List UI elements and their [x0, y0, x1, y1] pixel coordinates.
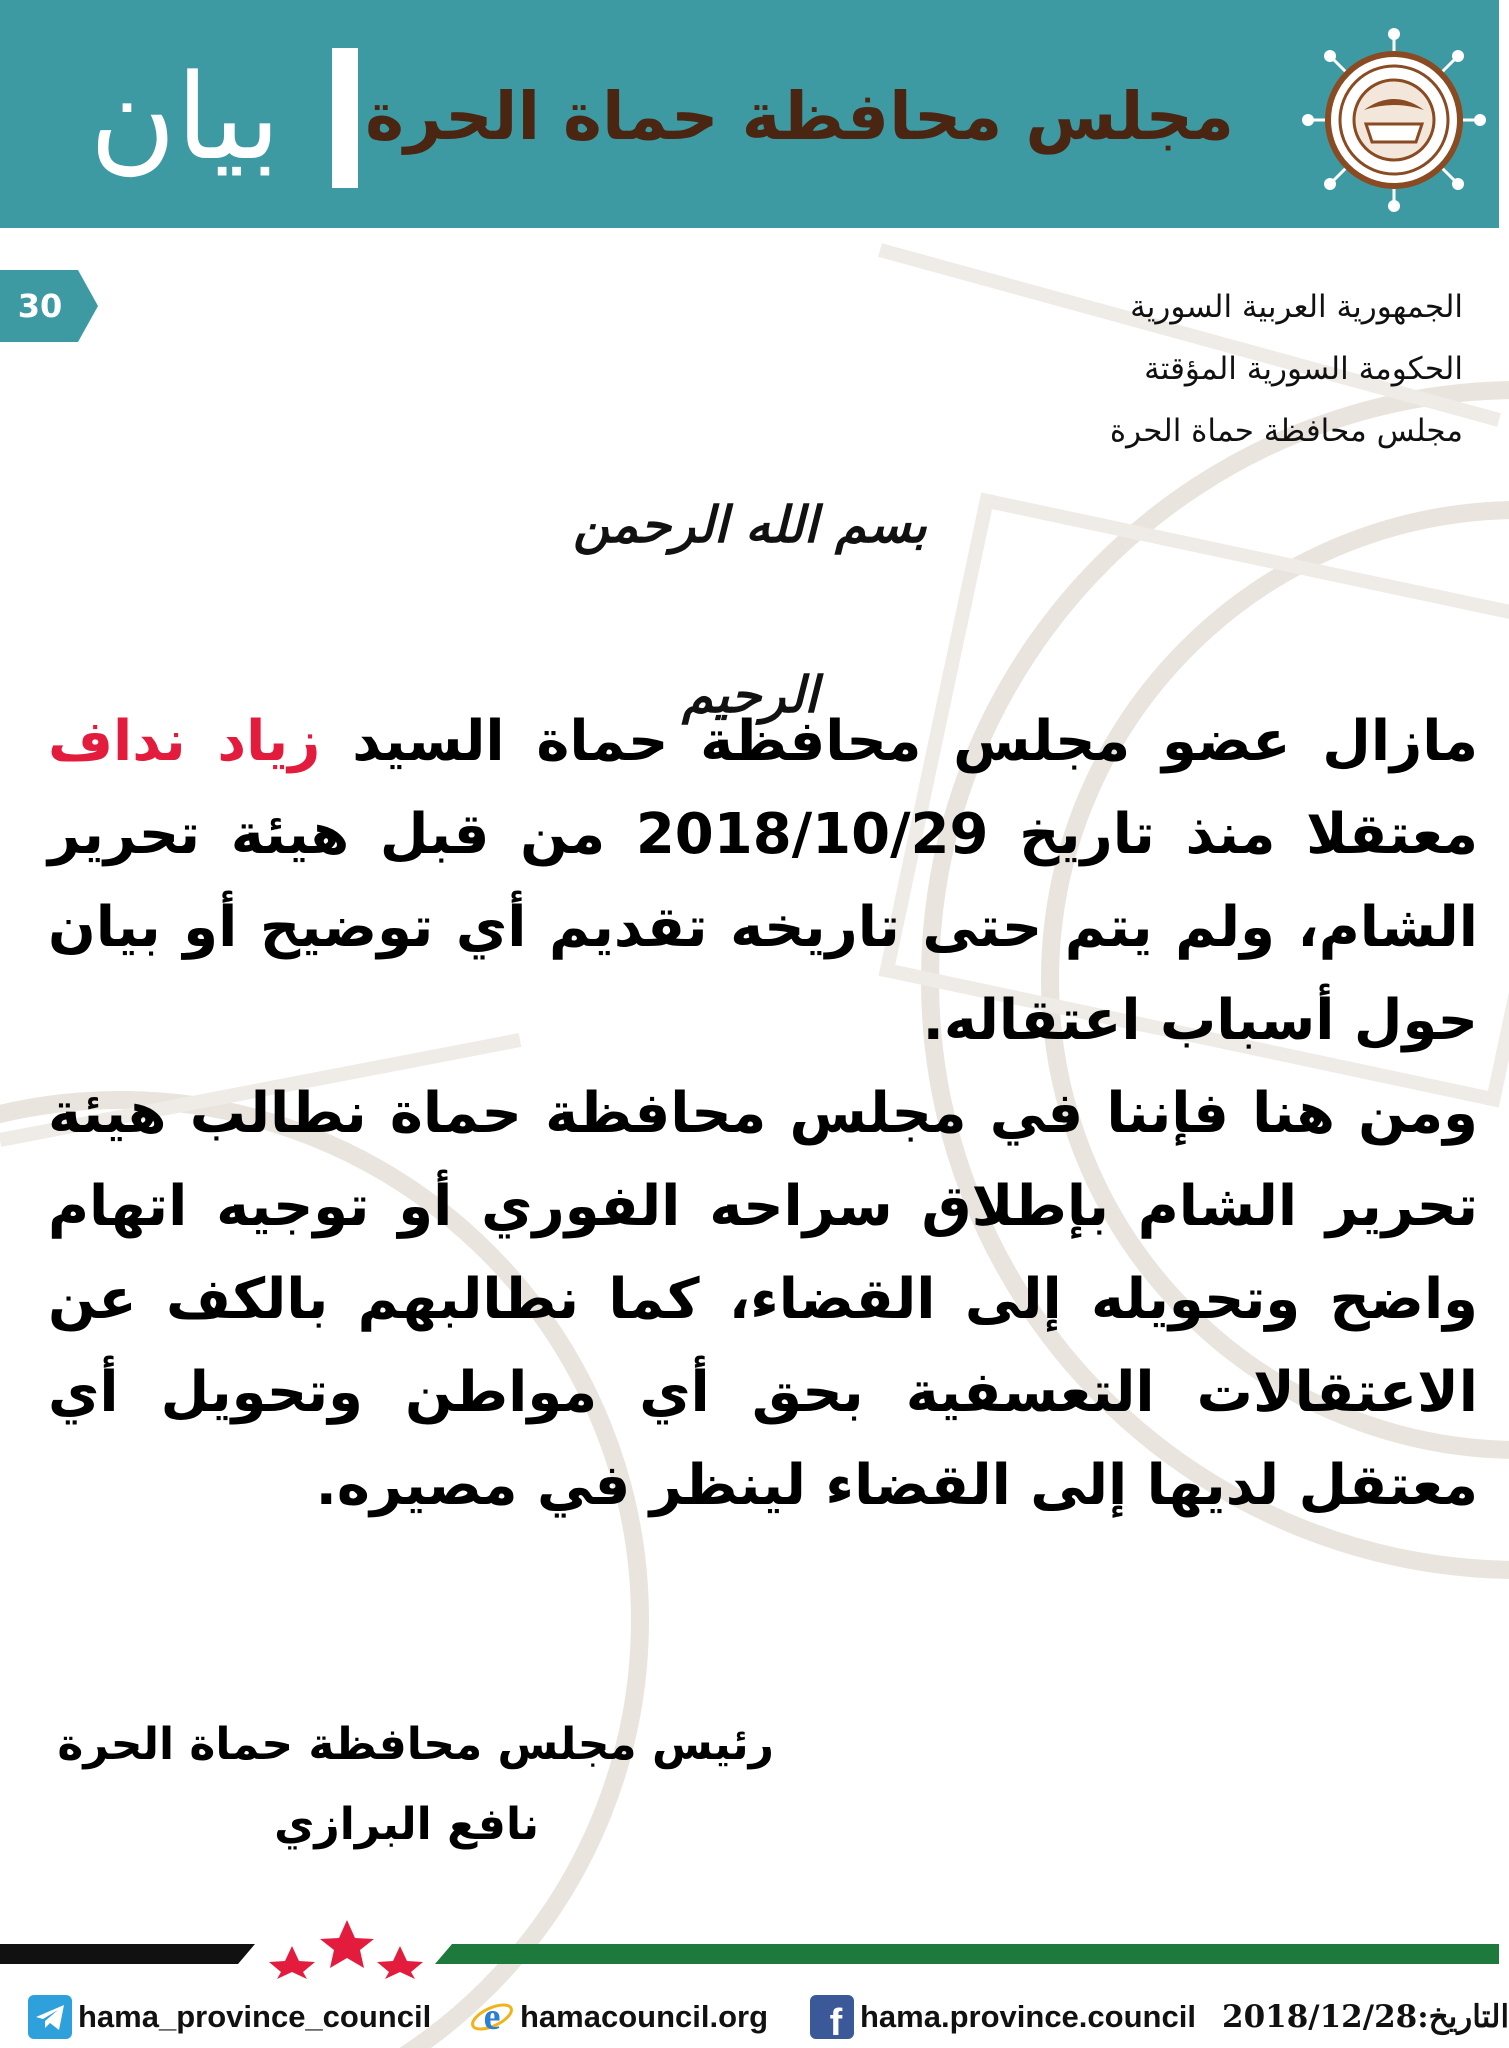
wheat-wheel-logo-icon: [1302, 28, 1486, 212]
flag-green-bar: [435, 1944, 1499, 1964]
signatory-title: رئيس مجلس محافظة حماة الحرة: [57, 1719, 774, 1770]
statement-body: [48, 695, 1478, 1532]
paragraph-1-start: مازال عضو مجلس محافظة حماة السيد: [320, 709, 1478, 774]
footer-contacts: [0, 1985, 1509, 2048]
telegram-contact[interactable]: [28, 1985, 431, 2048]
star-icon: [269, 1946, 315, 1979]
statement-label: بيان: [89, 48, 281, 186]
detainee-name: زياد نداف: [48, 709, 321, 774]
flag-black-bar: [0, 1944, 255, 1964]
telegram-icon: [28, 1995, 72, 2039]
authority-line-council: مجلس محافظة حماة الحرة: [1109, 413, 1463, 449]
telegram-handle: hama_province_council: [78, 1998, 432, 2034]
signatory-name: نافع البرازي: [274, 1799, 539, 1850]
date-item: [1222, 1985, 1509, 2048]
paragraph-1-end: معتقلا منذ تاريخ 2018/10/29 من قبل هيئة تحرير الشام، ولم يتم حتى تاريخه تقديم أي توضيح أو بيان حول أسباب اعتقاله.: [48, 802, 1478, 1053]
website-contact[interactable]: [470, 1985, 768, 2048]
facebook-page: hama.province.council: [860, 1998, 1196, 2034]
internet-explorer-icon: [470, 1995, 514, 2039]
star-icon: [377, 1946, 423, 1979]
page-number: 30: [17, 287, 63, 325]
website-url: hamacouncil.org: [520, 1998, 769, 2034]
authority-line-government: الحكومة السورية المؤقتة: [1144, 351, 1463, 387]
facebook-icon: [810, 1995, 854, 2044]
facebook-contact[interactable]: [810, 1985, 1196, 2048]
star-icon: [320, 1920, 374, 1968]
basmala-calligraphy: بسم الله الرحمن الرحيم: [573, 495, 927, 724]
council-title: مجلس محافظة حماة الحرة: [365, 78, 1234, 155]
svg-text:f: f: [829, 2001, 843, 2044]
authority-line-republic: الجمهورية العربية السورية: [1130, 289, 1463, 325]
header-divider: [332, 48, 358, 188]
statement-paragraph-1: [48, 695, 1478, 1067]
issuing-authority: [1110, 276, 1463, 462]
issue-date: التاريخ:2018/12/28: [1222, 1998, 1509, 2035]
statement-paragraph-2: ومن هنا فإننا في مجلس محافظة حماة نطالب هيئة تحرير الشام بإطلاق سراحه الفوري أو توجيه اتهام واضح وتحويله إلى القضاء، كما نطالبهم بالكف عن الاعتقالات التعسفية بحق أي مواطن وتحويل أي معتقل لديها إلى القضاء لينظر في مصيره.: [48, 1081, 1478, 1518]
header-band: [0, 0, 1499, 228]
svg-text:e: e: [483, 1995, 501, 2038]
flag-strip: [0, 1920, 1499, 1980]
